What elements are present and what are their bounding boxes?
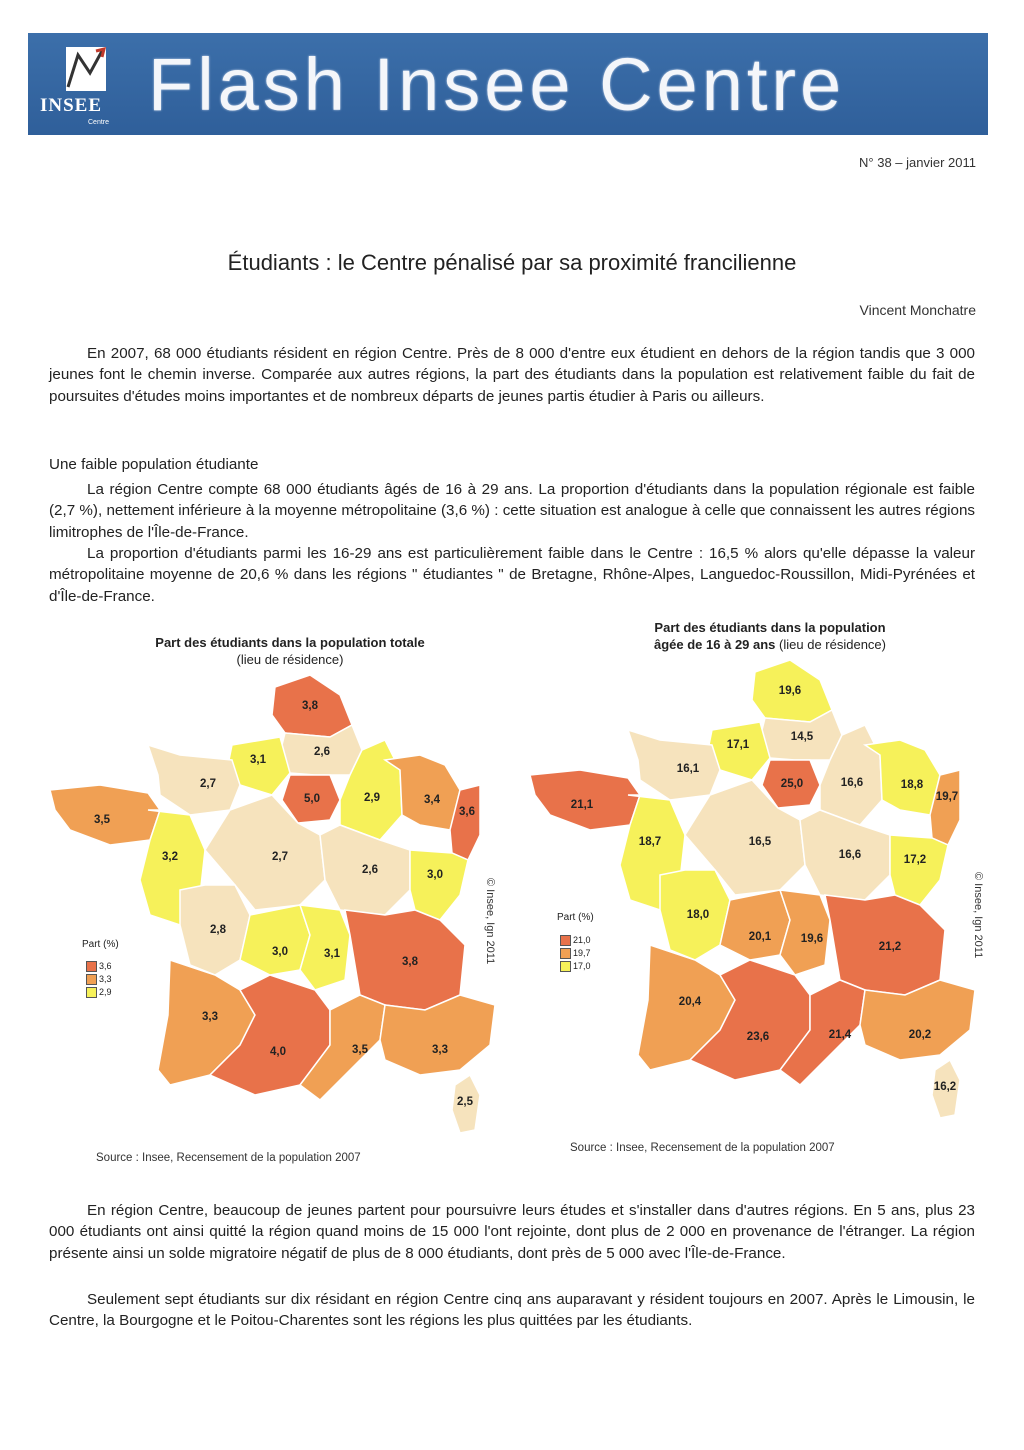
intro-paragraph: En 2007, 68 000 étudiants résident en région Centre. Près de 8 000 d'entre eux étudient en dehors de la région tandis que 3 000 jeunes font le chemin inverse. Comparée aux autres régions, la part des étudiants dans la population est relativement faible du fait de poursuites d'études moins importantes et de nombreux départs de jeunes partis étudier à Paris ou ailleurs. [49,345,975,405]
region-value-poitou-charentes: 2,8 [210,924,226,936]
region-value-corse: 16,2 [933,1081,957,1093]
region-value-nord: 3,8 [302,700,318,712]
region-limousin [720,890,790,960]
region-basse-normandie [148,745,240,815]
region-value-bretagne: 3,5 [94,814,110,826]
map-right-title-2: âgée de 16 à 29 ans [654,637,776,652]
map-left [40,675,510,1135]
header-banner [28,33,988,135]
region-value-centre: 16,5 [748,836,772,848]
region-limousin [240,905,310,975]
legend-label-low: 2,9 [99,987,112,997]
region-value-bourgogne: 2,6 [362,864,378,876]
region-value-picardie: 3,1 [250,754,266,766]
section-title: Une faible population étudiante [49,456,259,473]
region-value-languedoc: 21,4 [828,1029,852,1041]
logo-icon [38,43,130,103]
legend-swatch-mid [560,948,571,959]
region-value-languedoc: 3,5 [352,1044,368,1056]
map-right-subtitle: (lieu de résidence) [779,637,886,652]
region-value-haute-normandie: 2,6 [314,746,330,758]
insee-logo [38,43,130,127]
map-right-copyright: © Insee, Ign 2011 [972,872,984,959]
paragraph-3: En région Centre, beaucoup de jeunes partent pour poursuivre leurs études et s'installer dans d'autres régions. En 5 ans, plus 23 000 étudiants ont ainsi quitté la région quand moins de 15 000 l'ont rejointe, dont plus de 2 000 en provenance de l'étranger. La région présente ainsi un solde migratoire négatif de plus de 8 000 étudiants, dont près de 5 000 avec l'Île-de-France. [49,1202,975,1262]
region-value-franche-comte: 17,2 [903,854,927,866]
region-value-bourgogne: 16,6 [838,849,862,861]
map-right-source: Source : Insee, Recensement de la population 2007 [570,1142,835,1154]
region-value-poitou-charentes: 18,0 [686,909,710,921]
legend-label-mid: 3,3 [99,974,112,984]
issue-number: N° 38 – janvier 2011 [859,155,976,170]
map-right-legend-item-high [560,935,591,946]
legend-swatch-mid [86,974,97,985]
legend-swatch-high [560,935,571,946]
region-value-auvergne: 19,6 [800,933,824,945]
region-value-ile-de-france: 25,0 [780,778,804,790]
map-right [520,660,990,1120]
region-value-picardie: 17,1 [726,739,750,751]
region-value-champagne: 16,6 [840,777,864,789]
region-franche-comte [410,850,468,920]
section-paragraph-2: La proportion d'étudiants parmi les 16-29 ans est particulièrement faible dans le Centre : 16,5 % alors qu'elle dépasse la valeur métropolitaine moyenne de 20,6 % dans les régions " étudiantes " de Bretagne, Rhône-Alpes, Languedoc-Roussillon, Midi-Pyrénées et d'Île-de-France. [49,545,975,605]
region-value-bretagne: 21,1 [570,799,594,811]
map-left-copyright: © Insee, Ign 2011 [484,878,496,965]
region-value-centre: 2,7 [272,851,288,863]
map-left-legend-item-high [86,961,112,972]
section-paragraph-1: La région Centre compte 68 000 étudiants âgés de 16 à 29 ans. La proportion d'étudiants dans la population régionale est faible (2,7 %), nettement inférieure à la moyenne métropolitaine (3,6 %) : cette situation est analogue à celle que connaissent les autres régions limitrophes de l'Île-de-France. [49,481,975,541]
region-value-pays-de-la-loire: 18,7 [638,836,662,848]
map-left-title-block [100,634,480,668]
region-value-auvergne: 3,1 [324,948,340,960]
region-value-paca: 20,2 [908,1029,932,1041]
map-left-legend-title: Part (%) [82,939,119,950]
region-value-franche-comte: 3,0 [427,869,443,881]
map-left-title: Part des étudiants dans la population totale [155,635,425,650]
region-value-aquitaine: 20,4 [678,996,702,1008]
region-value-limousin: 3,0 [272,946,288,958]
legend-label-low: 17,0 [573,961,591,971]
region-paca [380,995,495,1075]
map-right-legend-title: Part (%) [557,912,594,923]
legend-swatch-low [86,987,97,998]
map-right-legend-item-low [560,961,591,972]
region-basse-normandie [628,730,720,800]
article-title: Étudiants : le Centre pénalisé par sa proximité francilienne [227,250,797,275]
region-value-basse-normandie: 2,7 [200,778,216,790]
region-value-alsace: 3,6 [459,806,475,818]
paragraph-4: Seulement sept étudiants sur dix résidant en région Centre cinq ans auparavant y résident toujours en 2007. Après le Limousin, le Centre, la Bourgogne et le Poitou-Charentes sont les régions les plus quittées par les étudiants. [49,1291,975,1330]
map-left-legend-item-mid [86,974,112,985]
map-right-legend-item-mid [560,948,591,959]
region-value-midi-pyrenees: 23,6 [746,1031,770,1043]
region-value-ile-de-france: 5,0 [304,793,320,805]
region-value-paca: 3,3 [432,1044,448,1056]
region-value-lorraine: 18,8 [900,779,924,791]
legend-swatch-low [560,961,571,972]
region-value-haute-normandie: 14,5 [790,731,814,743]
logo-text: INSEE [40,95,103,116]
legend-label-high: 21,0 [573,935,591,945]
legend-swatch-high [86,961,97,972]
region-value-rhone-alpes: 3,8 [402,956,418,968]
logo-subtext: Centre [88,119,110,126]
region-value-aquitaine: 3,3 [202,1011,218,1023]
legend-label-high: 3,6 [99,961,112,971]
map-left-legend-item-low [86,987,112,998]
map-left-subtitle: (lieu de résidence) [236,652,344,667]
region-value-midi-pyrenees: 4,0 [270,1046,286,1058]
region-value-basse-normandie: 16,1 [676,763,700,775]
article-author: Vincent Monchatre [859,302,976,318]
region-value-limousin: 20,1 [748,931,772,943]
region-value-pays-de-la-loire: 3,2 [162,851,178,863]
region-value-lorraine: 3,4 [424,794,440,806]
region-value-champagne: 2,9 [364,792,380,804]
region-franche-comte [890,835,948,905]
legend-label-mid: 19,7 [573,948,591,958]
region-value-rhone-alpes: 21,2 [878,941,902,953]
map-right-title: Part des étudiants dans la population [654,620,886,635]
region-value-alsace: 19,7 [935,791,959,803]
region-value-corse: 2,5 [457,1096,473,1108]
map-right-title-block [590,619,950,653]
region-value-nord: 19,6 [778,685,802,697]
publication-title: Flash Insee Centre [148,43,846,126]
map-left-source: Source : Insee, Recensement de la population 2007 [96,1152,361,1164]
region-paca [860,980,975,1060]
